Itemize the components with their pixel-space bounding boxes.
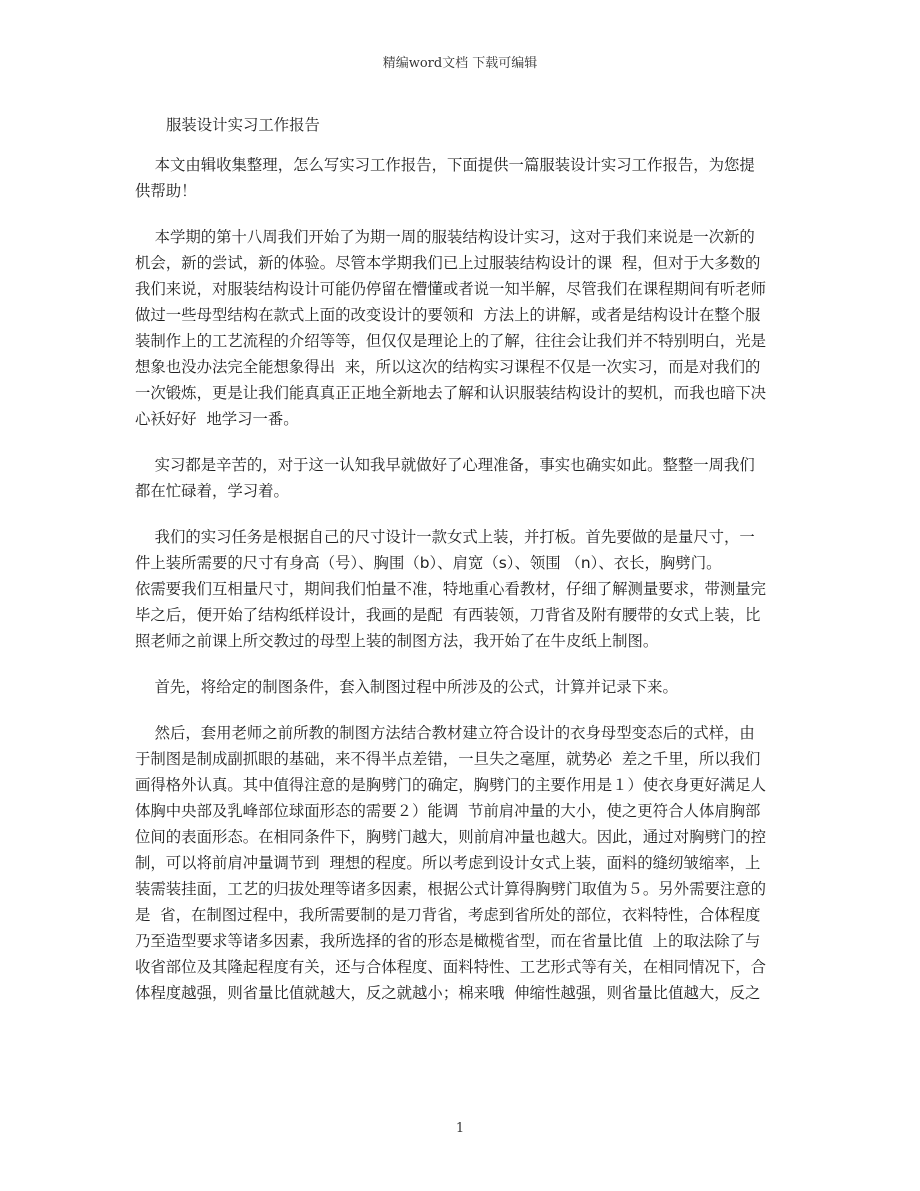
text-line: 装需装挂面，工艺的归拔处理等诸多因素，根据公式计算得胸劈门取值为５。另外需要注意的 [135,880,767,898]
text-line: 然后，套用老师之前所教的制图方法结合教材建立符合设计的衣身母型变态后的式样，由 [135,724,755,742]
text-line: 我们的实习任务是根据自己的尺寸设计一款女式上装，并打板。首先要做的是量尺寸，一 [135,528,755,546]
text-line: 我们来说，对服装结构设计可能仍停留在懵懂或者说一知半解，尽管我们在课程期间有听老师 [135,280,767,298]
paragraph-2 [135,224,785,432]
text-line: 依需要我们互相量尺寸，期间我们怕量不准，特地重心看教材，仔细了解测量要求，带测量完 [135,580,767,598]
text-line: 心袄好好 地学习一番。 [135,410,299,428]
paragraph-6 [135,720,785,1006]
text-line: 于制图是制成副抓眼的基础，来不得半点差错，一旦失之毫厘，就势必 差之千里，所以我们 [135,750,761,768]
text-line: 位间的表面形态。在相同条件下，胸劈门越大，则前肩冲量也越大。因此，通过对胸劈门的控 [135,828,767,846]
text-line: 装制作上的工艺流程的介绍等等，但仅仅是理论上的了解，往往会让我们并不特别明白，光是 [135,332,767,350]
text-line: 机会，新的尝试，新的体验。尽管本学期我们已上过服装结构设计的课 程，但对于大多数的 [135,254,761,272]
text-line: 体胸中央部及乳峰部位球面形态的需要２）能调 节前肩冲量的大小，使之更符合人体肩胸部 [135,802,761,820]
text-line: 体程度越强，则省量比值就越大，反之就越小；棉来哦 伸缩性越强，则省量比值越大，反之 [135,984,761,1002]
text-line: 供帮助！ [135,182,197,200]
page-header: 精编word文档 下载可编辑 [382,56,538,71]
text-line: 首先，将给定的制图条件，套入制图过程中所涉及的公式，计算并记录下来。 [135,678,678,696]
text-line: 实习都是辛苦的，对于这一认知我早就做好了心理准备，事实也确实如此。整整一周我们 [135,456,755,474]
text-line: 毕之后，便开始了结构纸样设计，我画的是配 有西装领，刀背省及附有腰带的女式上装，比 [135,606,761,624]
text-line: 都在忙碌着，学习着。 [135,482,289,500]
paragraph-4 [135,524,785,654]
text-line: 制，可以将前肩冲量调节到 理想的程度。所以考虑到设计女式上装，面料的缝纫皱缩率，上 [135,854,761,872]
paragraph-5 [135,674,785,700]
text-line: 是 省，在制图过程中，我所需要制的是刀背省，考虑到省所处的部位，衣料特性，合体程度 [135,906,761,924]
text-line: 一次锻炼，更是让我们能真真正正地全新地去了解和认识服装结构设计的契机，而我也暗下决 [135,384,767,402]
document-body [135,112,785,1006]
document-title: 服装设计实习工作报告 [166,116,320,134]
text-line: 本学期的第十八周我们开始了为期一周的服装结构设计实习，这对于我们来说是一次新的 [135,228,755,246]
text-line: 乃至造型要求等诸多因素，我所选择的省的形态是橄榄省型，而在省量比值 上的取法除了与 [135,932,761,950]
paragraph-1 [135,152,785,204]
text-line: 件上装所需要的尺寸有身高（号）、胸围（b）、肩宽（s）、领围 （n）、衣长，胸劈门。 [135,554,722,572]
text-line: 本文由辑收集整理，怎么写实习工作报告，下面提供一篇服装设计实习工作报告，为您提 [135,156,755,174]
text-line: 收省部位及其隆起程度有关，还与合体程度、面料特性、工艺形式等有关，在相同情况下，合 [135,958,767,976]
text-line: 做过一些母型结构在款式上面的改变设计的要领和 方法上的讲解，或者是结构设计在整个服 [135,306,761,324]
text-line: 照老师之前课上所交教过的母型上装的制图方法，我开始了在牛皮纸上制图。 [135,632,659,650]
page-number: 1 [455,1121,465,1136]
text-line: 想象也没办法完全能想象得出 来，所以这次的结构实习课程不仅是一次实习，而是对我们的 [135,358,761,376]
text-line: 画得格外认真。其中值得注意的是胸劈门的确定，胸劈门的主要作用是１）使衣身更好满足人 [135,776,767,794]
paragraph-3 [135,452,785,504]
